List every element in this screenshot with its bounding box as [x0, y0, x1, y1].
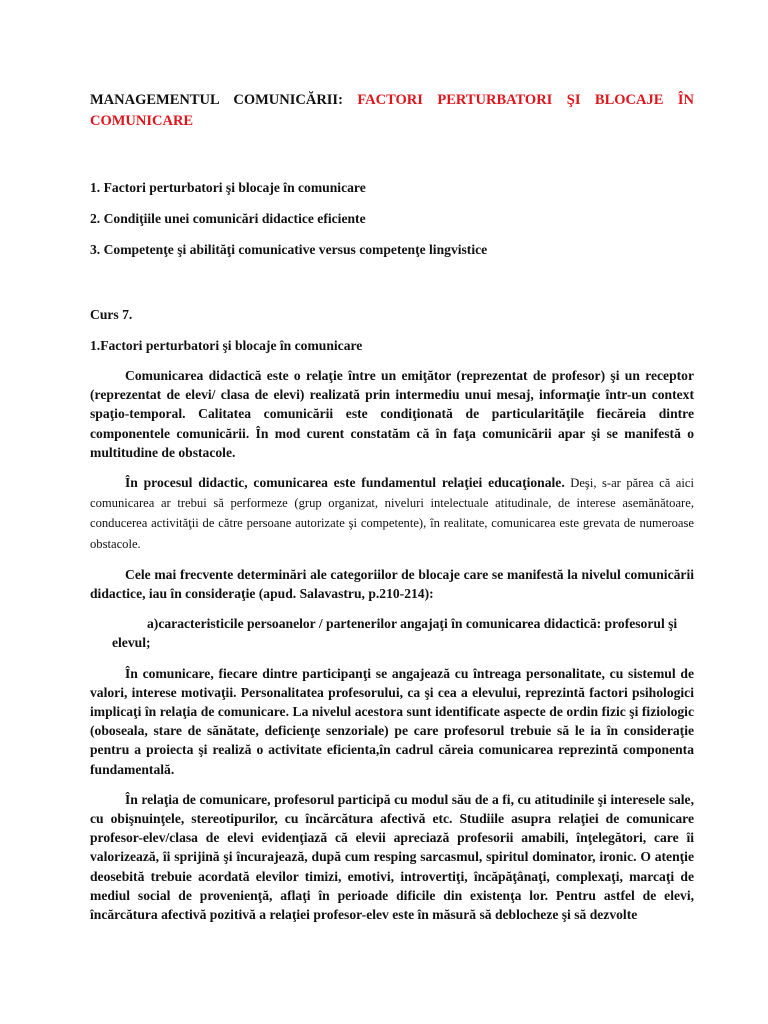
document-page: [90, 90, 694, 935]
paragraph-2-normal: Deşi, s-ar părea că aici comunicarea ar trebui să performeze (grup organizat, niveluri intelectuale atitudinale, de interese asemănătoare, conducerea activităţii de către persoane autorizate şi competente), în realitate, comunicarea este grevata de numeroase obstacole.: [90, 476, 694, 551]
document-title: [90, 90, 694, 132]
paragraph-3: Cele mai frecvente determinări ale categoriilor de blocaje care se manifestă la nivelul comunicării didactice, iau în consideraţie (apud. Salavastru, p.210-214):: [90, 566, 694, 602]
paragraph-6: În relaţia de comunicare, profesorul participă cu modul său de a fi, cu atitudinile şi interesele sale, cu obişnuinţele, stereotipurilor, cu încărcătura afectivă etc. Studiile asupra relaţiei de comunicare profesor-elev/clasa de elevi evidenţiază că elevii apreciază profesorii amabili, înţelegători, care îi valorizează, îi sprijină şi încurajează, după cum resping sarcasmul, spiritul dominator, ironic. O atenţie deosebită trebuie acordată elevilor timizi, emotivi, introvertiţi, încăpăţânaţi, complexaţi, marcaţi de mediul social de provenienţă, aflaţi în perioade dificile din existenţa lor. Pentru astfel de elevi, încărcătura afectivă pozitivă a relaţiei profesor-elev este în măsură să deblocheze şi să dezvolte: [90, 791, 694, 923]
toc-item-3: 3. Competenţe şi abilităţi comunicative versus competenţe lingvistice: [90, 242, 488, 257]
title-highlight: FACTORI PERTURBATORI ŞI BLOCAJE ÎN COMUNICARE: [90, 92, 694, 129]
course-label: Curs 7.: [90, 307, 133, 322]
paragraph-5: În comunicare, fiecare dintre participanţi se angajează cu întreaga personalitate, cu sistemul de valori, interese motivaţii. Personalitatea profesorului, ca şi cea a elevului, reprezintă factori psihologici implicaţi în relaţia de comunicare. La nivelul acestora sunt identificate aspecte de ordin fizic şi fiziologic (oboseala, stare de sănătate, deficienţe senzoriale) pe care profesorul trebuie să le ia în consideraţie pentru a proiecta şi realiză o activitate eficienta,în cadrul căreia comunicarea reprezintă componenta fundamentală.: [90, 665, 694, 777]
toc-item-1: 1. Factori perturbatori şi blocaje în comunicare: [90, 180, 366, 195]
table-of-contents: [90, 179, 694, 259]
title-prefix: MANAGEMENTUL COMUNICĂRII:: [90, 92, 358, 108]
paragraph-2-bold: În procesul didactic, comunicarea este fundamentul relaţiei educaţionale.: [125, 475, 565, 491]
paragraph-1: Comunicarea didactică este o relaţie între un emiţător (reprezentat de profesor) şi un receptor (reprezentat de elevi/ clasa de elevi) realizată prin intermediu unui mesaj, informaţie într-un context spaţio-temporal. Calitatea comunicării este condiţionată de particularităţile fiecăreia dintre componentele comunicării. În mod curent constatăm că în faţa comunicării apar şi se manifestă o multitudine de obstacole.: [90, 368, 694, 460]
paragraph-2: [90, 473, 694, 554]
toc-item-2: 2. Condiţiile unei comunicări didactice eficiente: [90, 211, 366, 226]
section-heading: 1.Factori perturbatori şi blocaje în comunicare: [90, 338, 363, 353]
subpoint-a: a)caracteristicile persoanelor / partenerilor angajaţi în comunicarea didactică: profesorul şi elevul;: [112, 616, 678, 651]
